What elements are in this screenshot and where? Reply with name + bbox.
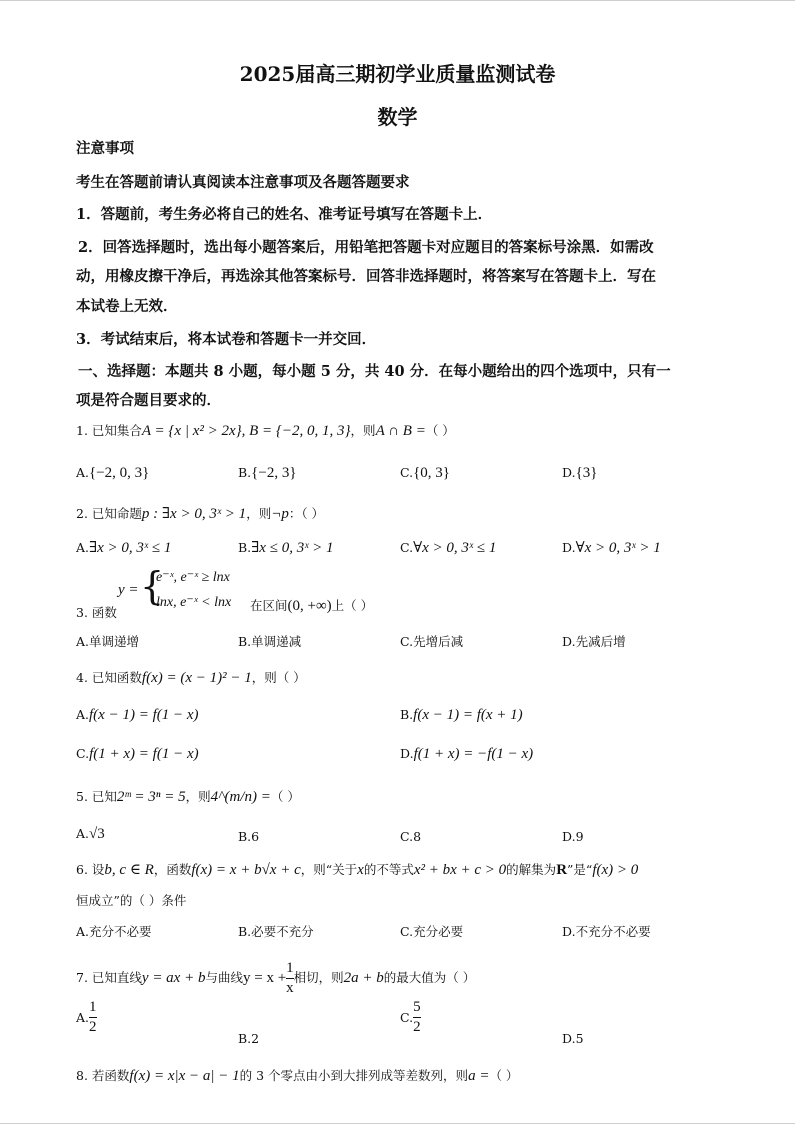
q1-option-c: C.{0, 3}: [400, 465, 450, 481]
q5-option-d: D.9: [562, 829, 584, 844]
q2-option-d: D.∀x > 0, 3ˣ > 1: [562, 540, 661, 556]
q5-power-formula: 4^(m/n) =: [210, 789, 271, 805]
q7-option-d: D.5: [562, 1031, 584, 1046]
q7-curve-formula: y = x + $\frac{1}{x}$: [242, 960, 294, 996]
q4-option-a: A.f(x − 1) = f(1 − x): [76, 707, 199, 723]
q4-option-d: D.f(1 + x) = −f(1 − x): [400, 746, 534, 762]
q6-positive-formula: f(x) > 0: [592, 862, 639, 878]
section-1-heading-line-1: 一、选择题：本题共 8 小题，每小题 5 分，共 40 分．在每小题给出的四个选项中，只有一: [78, 363, 671, 380]
set-b-formula: , B = {−2, 0, 1, 3}: [241, 423, 351, 439]
negation-p-formula: ¬p: [271, 506, 289, 522]
q5-equation-formula: 2ᵐ = 3ⁿ = 5: [116, 789, 186, 805]
bottom-edge-rule: [0, 1123, 795, 1124]
piecewise-case-2: lnx, e⁻ˣ < lnx: [156, 595, 232, 610]
q7-option-b: B.2: [238, 1031, 260, 1046]
top-edge-rule: [0, 0, 795, 1]
intersection-formula: A ∩ B =: [375, 423, 426, 439]
q3-option-c: C.先增后减: [400, 634, 464, 649]
q2-option-b: B.∃x ≤ 0, 3ˣ > 1: [238, 540, 334, 556]
q3-tail: 在区间(0, +∞)上（ ）: [250, 598, 374, 614]
interval-formula: (0, +∞): [287, 598, 332, 614]
question-1: 1. 已知集合A = {x | x² > 2x}, B = {−2, 0, 1, 3}，则A ∩ B =（ ）: [76, 423, 455, 439]
q8-function-formula: f(x) = x|x − a| − 1: [129, 1068, 240, 1084]
piecewise-brace: {: [140, 564, 165, 608]
notice-heading: 注意事项: [76, 140, 134, 157]
notice-intro: 考生在答题前请认真阅读本注意事项及各题答题要求: [76, 174, 410, 191]
q1-option-b: B.{−2, 3}: [238, 465, 297, 481]
q2-option-c: C.∀x > 0, 3ˣ ≤ 1: [400, 540, 497, 556]
q7-target-formula: 2a + b: [343, 969, 384, 986]
notice-item-2-line-3: 本试卷上无效．: [76, 298, 178, 315]
q6-option-b: B.必要不充分: [238, 924, 314, 939]
q4-option-b: B.f(x − 1) = f(x + 1): [400, 707, 523, 723]
q5-option-a: A.√3: [76, 826, 105, 842]
question-4: 4. 已知函数f(x) = (x − 1)² − 1，则（ ）: [76, 670, 306, 686]
notice-item-1: 1．答题前，考生务必将自己的姓名、准考证号填写在答题卡上．: [76, 206, 493, 223]
question-6-line-1: 6. 设b, c ∈ R，函数f(x) = x + b√x + c，则“关于x的不等式x² + bx + c > 0的解集为R”是“f(x) > 0: [76, 862, 639, 878]
question-8: 8. 若函数f(x) = x|x − a| − 1的 3 个零点由小到大排列成等差数列，则a =（ ）: [76, 1068, 519, 1084]
set-a-formula: A = {x | x² > 2x}: [141, 423, 242, 439]
q7-line-formula: y = ax + b: [141, 969, 206, 986]
q6-option-d: D.不充分不必要: [562, 924, 651, 939]
q3-prefix: 3. 函数: [76, 605, 117, 620]
q6-inequality-formula: x² + bx + c > 0: [413, 862, 507, 878]
exam-title: 2025届高三期初学业质量监测试卷: [239, 62, 556, 86]
notice-item-2-line-2: 动，用橡皮擦干净后，再选涂其他答案标号．回答非选择题时，将答案写在答题卡上．写在: [76, 268, 656, 285]
q7-option-c: C. $\frac{5}{2}$: [400, 999, 421, 1035]
question-5: 5. 已知2ᵐ = 3ⁿ = 5，则4^(m/n) =（ ）: [76, 789, 300, 805]
q1-option-a: A.{−2, 0, 3}: [76, 465, 150, 481]
q6-bc-formula: b, c ∈ R: [104, 862, 154, 878]
q7-option-a: A. $\frac{1}{2}$: [76, 999, 97, 1035]
q6-option-c: C.充分必要: [400, 924, 464, 939]
q5-option-c: C.8: [400, 829, 422, 844]
q2-option-a: A.∃x > 0, 3ˣ ≤ 1: [76, 540, 172, 556]
question-6-line-2: 恒成立”的（ ）条件: [76, 893, 187, 908]
q5-option-b: B.6: [238, 829, 260, 844]
q3-y-equals: y =: [118, 582, 139, 598]
subject-title: 数学: [377, 105, 418, 129]
q3-option-b: B.单调递减: [238, 634, 302, 649]
section-1-heading-line-2: 项是符合题目要求的．: [76, 392, 221, 409]
q6-function-formula: f(x) = x + b√x + c: [191, 862, 301, 878]
question-2: 2. 已知命题p : ∃x > 0, 3ˣ > 1，则¬p：（ ）: [76, 506, 325, 522]
proposition-p-formula: p : ∃x > 0, 3ˣ > 1: [141, 506, 247, 522]
question-7: 7. 已知直线y = ax + b与曲线y = x + $\frac{1}{x}$ 相切，则2a + b的最大值为（ ）: [76, 960, 476, 996]
q3-option-a: A.单调递增: [76, 634, 140, 649]
piecewise-case-1: e⁻ˣ, e⁻ˣ ≥ lnx: [156, 570, 230, 585]
q4-function-formula: f(x) = (x − 1)² − 1: [141, 670, 252, 686]
q4-option-c: C.f(1 + x) = f(1 − x): [76, 746, 199, 762]
notice-item-3: 3．考试结束后，将本试卷和答题卡一并交回．: [76, 331, 377, 348]
q6-option-a: A.充分不必要: [76, 924, 152, 939]
q1-option-d: D.{3}: [562, 465, 598, 481]
q3-option-d: D.先减后增: [562, 634, 626, 649]
notice-item-2-line-1: 2．回答选择题时，选出每小题答案后，用铅笔把答题卡对应题目的答案标号涂黑．如需改: [78, 239, 654, 256]
